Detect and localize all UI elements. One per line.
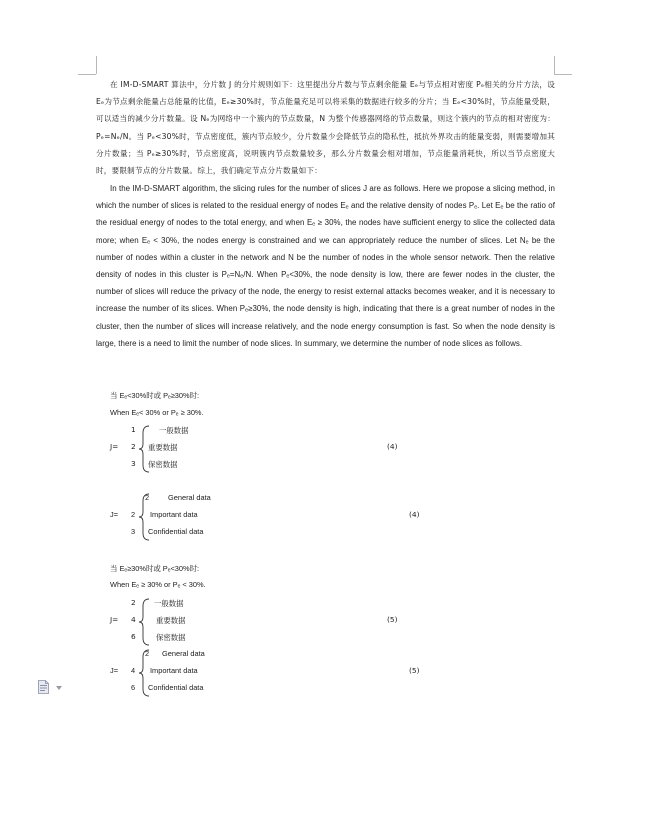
equation-number-4: (4) <box>387 442 398 451</box>
crop-mark-top-right-h <box>554 74 572 75</box>
equation-row-number: 4 <box>131 615 136 624</box>
crop-mark-top-left-h <box>78 74 96 75</box>
equation-number-5-english: (5) <box>409 666 420 675</box>
equation-row-number: 3 <box>131 527 136 536</box>
equation-row-label: 保密数据 <box>148 460 178 469</box>
english-paragraph-block <box>96 180 555 352</box>
equation-lhs: J= <box>110 442 119 451</box>
equation-row-number: 2 <box>131 442 136 451</box>
equation-row-label: General data <box>162 649 205 658</box>
equation-row-label: Confidential data <box>148 527 204 536</box>
equation-row-label: 重要数据 <box>148 443 178 452</box>
equation-row-label: 保密数据 <box>156 633 186 642</box>
condition-2-english: When Eₑ ≥ 30% or Pₑ < 30%. <box>110 580 206 589</box>
equation-lhs: J= <box>110 615 119 624</box>
left-brace <box>138 598 150 646</box>
chevron-down-icon[interactable] <box>56 686 62 690</box>
equation-row-number: 6 <box>131 632 136 641</box>
equation-row-label: Confidential data <box>148 683 204 692</box>
equation-number-5: (5) <box>387 615 398 624</box>
equation-row-number: 4 <box>131 666 136 675</box>
crop-mark-top-left <box>96 56 97 74</box>
equation-row-number: 3 <box>131 459 136 468</box>
equation-row-label: General data <box>168 493 211 502</box>
condition-2-chinese: 当 Eₑ≥30%时或 Pₑ<30%时: <box>110 564 200 573</box>
equation-row-number: 2 <box>145 493 150 502</box>
equation-row-label: Important data <box>150 666 198 675</box>
equation-lhs: J= <box>110 666 119 675</box>
condition-1-chinese: 当 Eₑ<30%时或 Pₑ≥30%时: <box>110 391 200 400</box>
equation-row-number: 2 <box>131 510 136 519</box>
equation-number-4-english: (4) <box>409 510 420 519</box>
equation-row-label: Important data <box>150 510 198 519</box>
equation-lhs: J= <box>110 510 119 519</box>
equation-row-label: 重要数据 <box>156 616 186 625</box>
chinese-paragraph-block <box>96 76 555 179</box>
equation-row-number: 1 <box>131 425 136 434</box>
equation-row-number: 2 <box>145 649 150 658</box>
crop-mark-top-right <box>554 56 555 74</box>
equation-row-label: 一般数据 <box>159 426 189 435</box>
equation-row-number: 6 <box>131 683 136 692</box>
english-paragraph: In the IM-D-SMART algorithm, the slicing rules for the number of slices J are as follows. Here we propose a slicing method, in which the number of slices is related to the residual energy of nodes Eₑ and the relative density of nodes Pₑ. Let Eₑ be the ratio of the residual energy of nodes to the total energy, and when Eₑ ≥ 30%, the nodes have sufficient energy to slice the collected data more; when Eₑ < 30%, the nodes energy is constrained and we can appropriately reduce the number of slices. Let Nₑ be the number of nodes within a cluster in the network and N be the number of nodes in the whole sensor network. Then the relative density of nodes in this cluster is Pₑ=Nₑ/N. When Pₑ<30%, the node density is low, there are fewer nodes in the cluster, the number of slices will reduce the privacy of the node, the energy to resist external attacks becomes weaker, and it is necessary to increase the number of its slices. When Pₑ≥30%, the node density is high, indicating that there is a great number of nodes in the cluster, then the number of slices will increase relatively, and the node energy consumption is fast. So when the node density is large, there is a need to limit the number of node slices. In summary, we determine the number of node slices as follows. <box>96 184 555 348</box>
document-icon[interactable] <box>38 680 49 694</box>
chinese-paragraph: 在 IM-D-SMART 算法中，分片数 J 的分片规则如下：这里提出分片数与节点剩余能量 Eₑ与节点相对密度 Pₑ相关的分片方法，设 Eₑ为节点剩余能量占总能量的比值，Eₑ≥30%时，节点能量充足可以将采集的数据进行较多的分片；当 Eₑ<30%时，节点能量受限，可以适当的减少分片数量。设 Nₑ为网络中一个簇内的节点数量，N 为整个传感器网络的节点数量，则这个簇内的节点的相对密度为：Pₑ=Nₑ/N。当 Pₑ<30%时，节点密度低，簇内节点较少，分片数量少会降低节点的隐私性，抵抗外界攻击的能量变弱，则需要增加其分片数量；当 Pₑ≥30%时，节点密度高，说明簇内节点数量较多，那么分片数量会相对增加，节点能量消耗快，所以当节点密度大时，要限制节点的分片数量。综上，我们确定节点分片数量如下： <box>96 80 555 176</box>
condition-1-english: When Eₑ< 30% or Pₑ ≥ 30%. <box>110 408 204 417</box>
equation-row-label: 一般数据 <box>154 599 184 608</box>
equation-row-number: 2 <box>131 598 136 607</box>
